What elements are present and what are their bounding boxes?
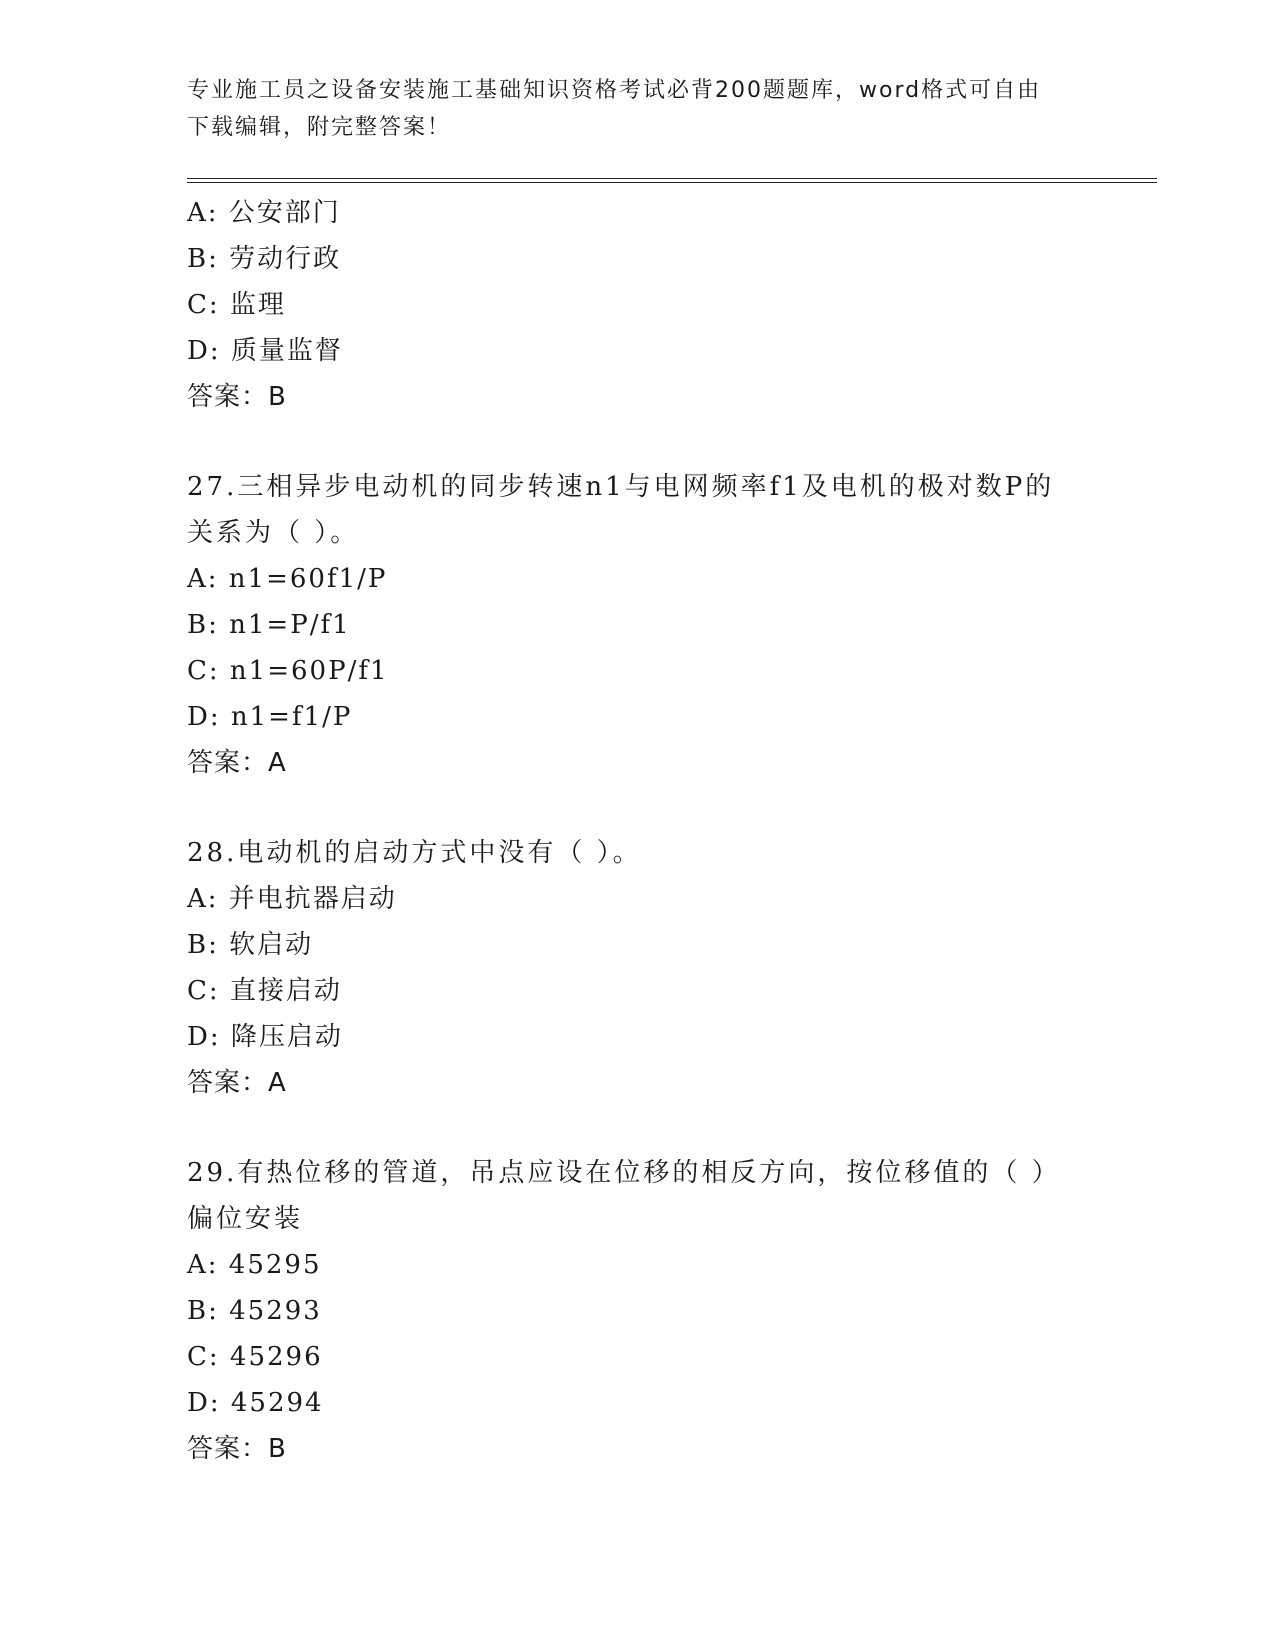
answer-line: 答案：B [187, 1434, 287, 1464]
option-a: A: 公安部门 [187, 198, 341, 228]
header-divider [187, 178, 1157, 183]
option-c: C: 监理 [187, 290, 286, 320]
question-28 [187, 830, 1157, 1106]
option-d: D: n1=f1/P [187, 702, 353, 732]
option-a: A: n1=60f1/P [187, 564, 388, 594]
question-stem-line-1: 29.有热位移的管道，吊点应设在位移的相反方向，按位移值的（ ） [187, 1158, 1061, 1188]
option-b: B: 劳动行政 [187, 244, 342, 274]
answer-line: 答案：A [187, 1068, 287, 1098]
question-list [187, 190, 1157, 1472]
question-stem-line-2: 关系为（ ）。 [187, 518, 360, 548]
option-d: D: 质量监督 [187, 336, 343, 366]
option-c: C: n1=60P/f1 [187, 656, 389, 686]
option-b: B: 45293 [187, 1296, 322, 1326]
option-d: D: 45294 [187, 1388, 324, 1418]
option-c: C: 45296 [187, 1342, 323, 1372]
option-b: B: n1=P/f1 [187, 610, 351, 640]
question-stem-line-1: 28.电动机的启动方式中没有（ ）。 [187, 838, 642, 868]
question-26 [187, 190, 1157, 420]
answer-line: 答案：B [187, 382, 287, 412]
option-a: A: 45295 [187, 1250, 322, 1280]
header-line-1: 专业施工员之设备安装施工基础知识资格考试必背200题题库，word格式可自由 [187, 78, 1042, 103]
question-29 [187, 1150, 1157, 1472]
answer-line: 答案：A [187, 748, 287, 778]
question-27 [187, 464, 1157, 786]
document-header [187, 72, 1087, 146]
question-stem-line-2: 偏位安装 [187, 1204, 304, 1234]
option-c: C: 直接启动 [187, 976, 342, 1006]
option-b: B: 软启动 [187, 930, 314, 960]
option-a: A: 并电抗器启动 [187, 884, 397, 914]
question-stem-line-1: 27.三相异步电动机的同步转速n1与电网频率f1及电机的极对数P的 [187, 472, 1055, 502]
header-line-2: 下载编辑，附完整答案！ [187, 115, 452, 140]
option-d: D: 降压启动 [187, 1022, 343, 1052]
